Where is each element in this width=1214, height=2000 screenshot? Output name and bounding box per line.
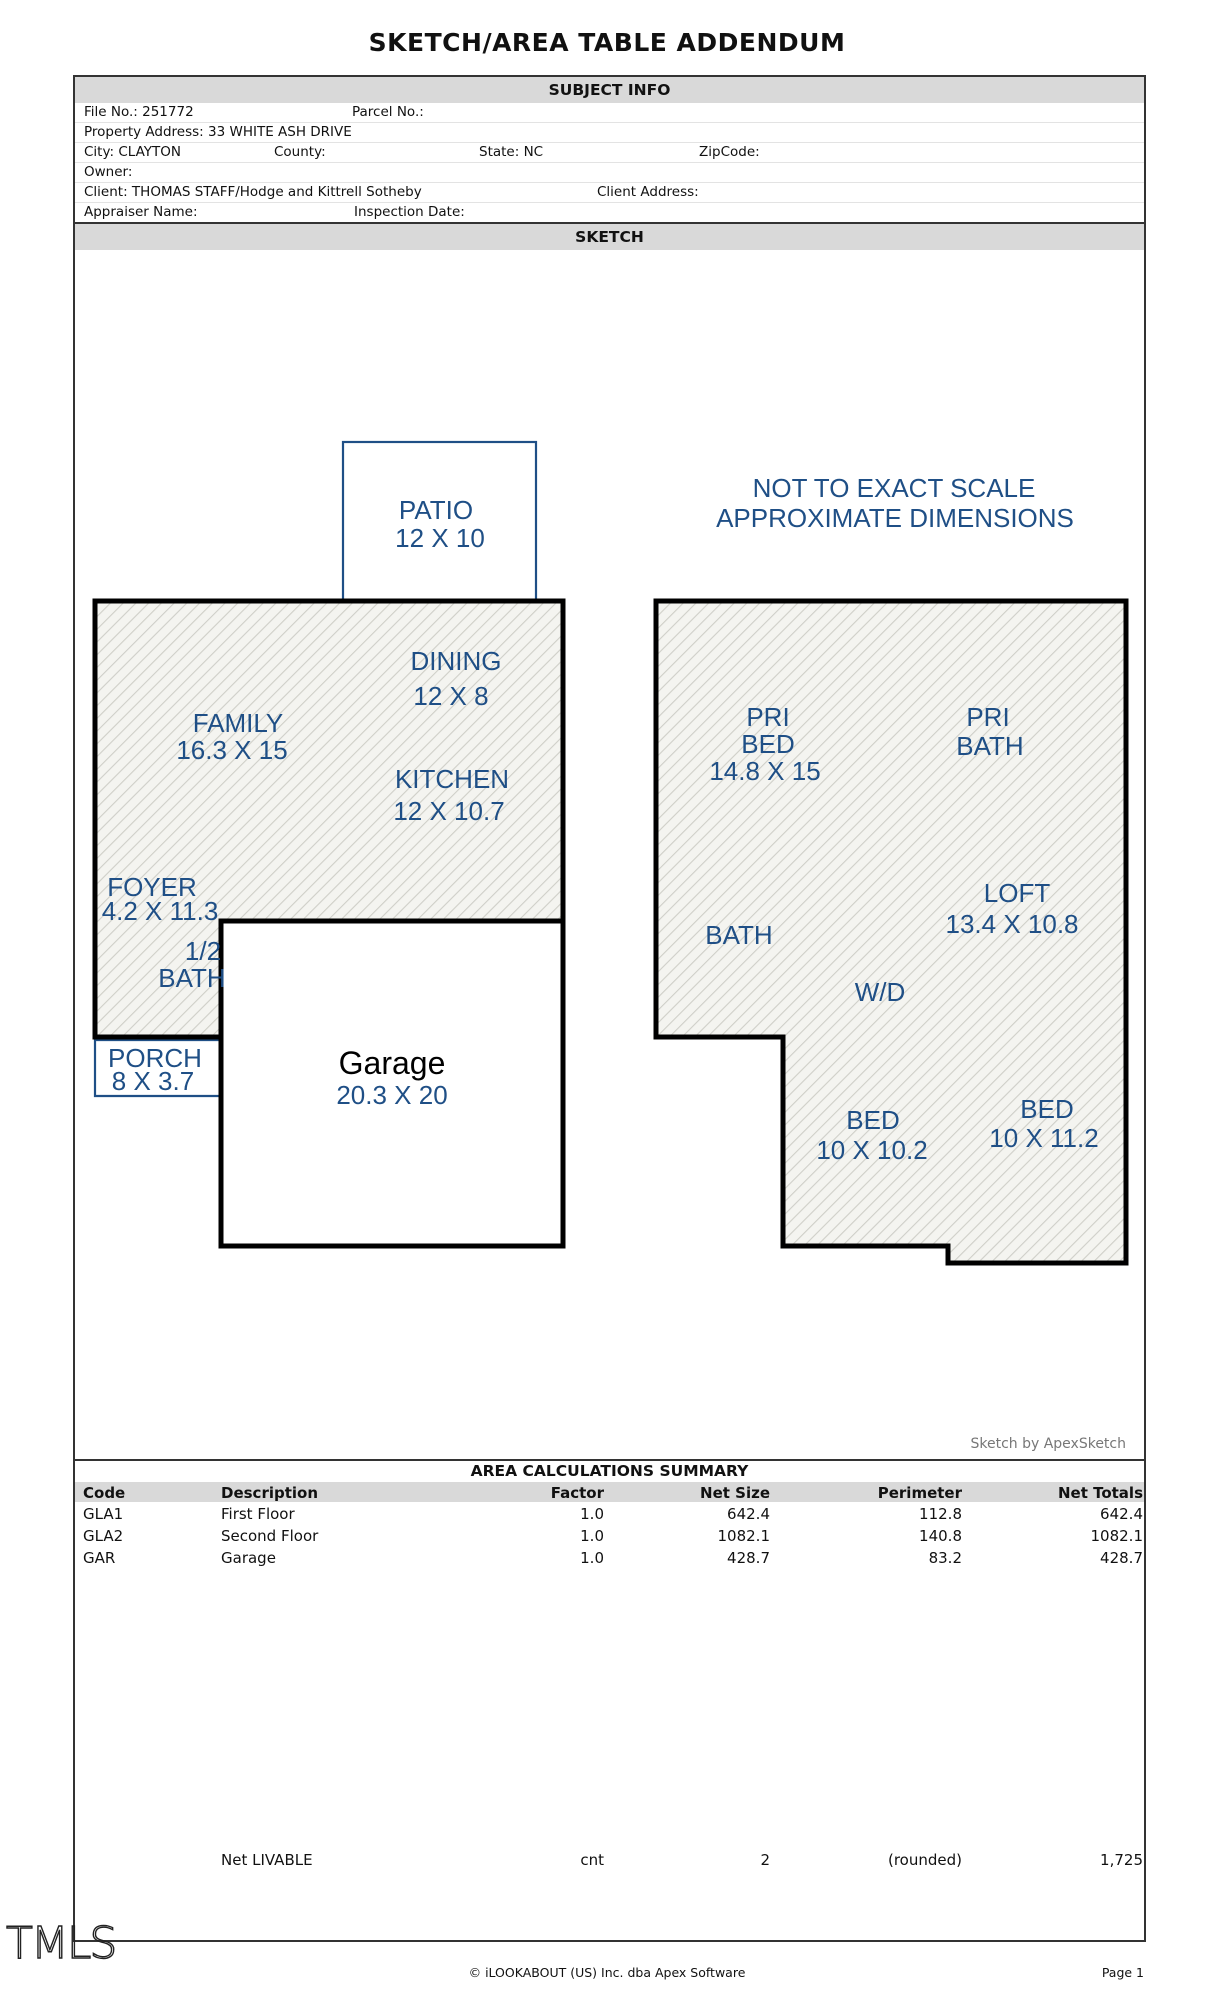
client-address: Client Address:: [597, 184, 699, 200]
pri-bed-label-1: PRI: [746, 702, 790, 732]
appraiser-name: Appraiser Name:: [84, 204, 198, 220]
table-row-factor: 1.0: [580, 1505, 604, 1523]
owner: Owner:: [84, 164, 133, 180]
col-factor: Factor: [550, 1484, 604, 1502]
foyer-dim: 4.2 X 11.3: [101, 896, 219, 926]
pri-bed-dim: 14.8 X 15: [709, 756, 821, 786]
patio-dim: 12 X 10: [395, 523, 485, 553]
bed1-label: BED: [846, 1105, 900, 1135]
wd-label: W/D: [854, 977, 906, 1007]
city: City: CLAYTON: [84, 144, 181, 160]
table-row-net-size: 642.4: [727, 1505, 770, 1523]
scale-note-line2: APPROXIMATE DIMENSIONS: [716, 503, 1074, 533]
table-row-net-size: 1082.1: [717, 1527, 770, 1545]
col-net-totals: Net Totals: [1057, 1484, 1143, 1502]
table-row-factor: 1.0: [580, 1549, 604, 1567]
subject-info-header: SUBJECT INFO: [75, 77, 1144, 103]
pri-bed-label-2: BED: [741, 729, 795, 759]
table-row-perimeter: 140.8: [919, 1527, 962, 1545]
table-row-net-size: 428.7: [727, 1549, 770, 1567]
porch-dim: 8 X 3.7: [111, 1066, 195, 1096]
net-livable-label: Net LIVABLE: [221, 1851, 313, 1869]
net-livable-rounded: (rounded): [887, 1851, 962, 1869]
parcel-no: Parcel No.:: [352, 104, 424, 120]
porch-label: PORCH: [108, 1043, 202, 1073]
footer-page-number: Page 1: [1101, 1965, 1144, 1980]
bed2-label: BED: [1020, 1094, 1074, 1124]
table-row-description: Second Floor: [221, 1527, 319, 1545]
table-row-description: Garage: [221, 1549, 276, 1567]
family-label: FAMILY: [192, 708, 284, 738]
table-row-net-total: 642.4: [1100, 1505, 1143, 1523]
scale-note-line1: NOT TO EXACT SCALE: [752, 473, 1036, 503]
table-row-code: GLA2: [83, 1527, 124, 1545]
foyer-label: FOYER: [107, 872, 197, 902]
loft-dim: 13.4 X 10.8: [945, 909, 1079, 939]
half-bath-label: BATH: [158, 963, 226, 993]
zipcode: ZipCode:: [699, 144, 760, 160]
state: State: NC: [479, 144, 544, 160]
pri-bath-label-1: PRI: [966, 702, 1010, 732]
area-calculations-title: AREA CALCULATIONS SUMMARY: [470, 1462, 749, 1480]
net-livable-count: 2: [760, 1851, 770, 1869]
table-row-perimeter: 112.8: [919, 1505, 962, 1523]
col-net-size: Net Size: [700, 1484, 770, 1502]
kitchen-label: KITCHEN: [394, 764, 510, 794]
bed2-dim: 10 X 11.2: [989, 1123, 1099, 1153]
col-code: Code: [83, 1484, 126, 1502]
table-row-perimeter: 83.2: [928, 1549, 962, 1567]
col-perimeter: Perimeter: [877, 1484, 962, 1502]
dining-label: DINING: [410, 646, 502, 676]
kitchen-dim: 12 X 10.7: [393, 796, 505, 826]
dining-dim: 12 X 8: [413, 681, 489, 711]
tmls-watermark-logo: TMLS: [6, 1918, 116, 1969]
family-dim: 16.3 X 15: [176, 735, 288, 765]
table-row-description: First Floor: [221, 1505, 295, 1523]
page-title: SKETCH/AREA TABLE ADDENDUM: [368, 28, 846, 57]
file-no: File No.: 251772: [84, 104, 194, 120]
net-livable-cnt: cnt: [580, 1851, 604, 1869]
col-description: Description: [221, 1484, 319, 1502]
county: County:: [274, 144, 326, 160]
footer-copyright: © iLOOKABOUT (US) Inc. dba Apex Software: [468, 1965, 746, 1980]
client: Client: THOMAS STAFF/Hodge and Kittrell Sotheby: [84, 184, 422, 200]
table-row-net-total: 428.7: [1100, 1549, 1143, 1567]
garage-dim: 20.3 X 20: [336, 1080, 448, 1110]
table-row-code: GAR: [83, 1549, 116, 1567]
bed1-dim: 10 X 10.2: [816, 1135, 928, 1165]
inspection-date: Inspection Date:: [354, 204, 465, 220]
sketch-header: SKETCH: [75, 224, 1144, 250]
patio-label: PATIO: [398, 495, 474, 525]
area-top-rule: [75, 1459, 1144, 1461]
loft-label: LOFT: [983, 878, 1051, 908]
table-row-factor: 1.0: [580, 1527, 604, 1545]
half-bath-fraction: 1/2: [184, 936, 222, 966]
bath-label: BATH: [705, 920, 773, 950]
pri-bath-label-2: BATH: [956, 731, 1024, 761]
table-row-net-total: 1082.1: [1090, 1527, 1143, 1545]
net-livable-total: 1,725: [1100, 1851, 1143, 1869]
table-row-code: GLA1: [83, 1505, 124, 1523]
garage-label: Garage: [338, 1045, 446, 1081]
property-address: Property Address: 33 WHITE ASH DRIVE: [84, 124, 352, 140]
sketch-credit: Sketch by ApexSketch: [970, 1436, 1126, 1452]
